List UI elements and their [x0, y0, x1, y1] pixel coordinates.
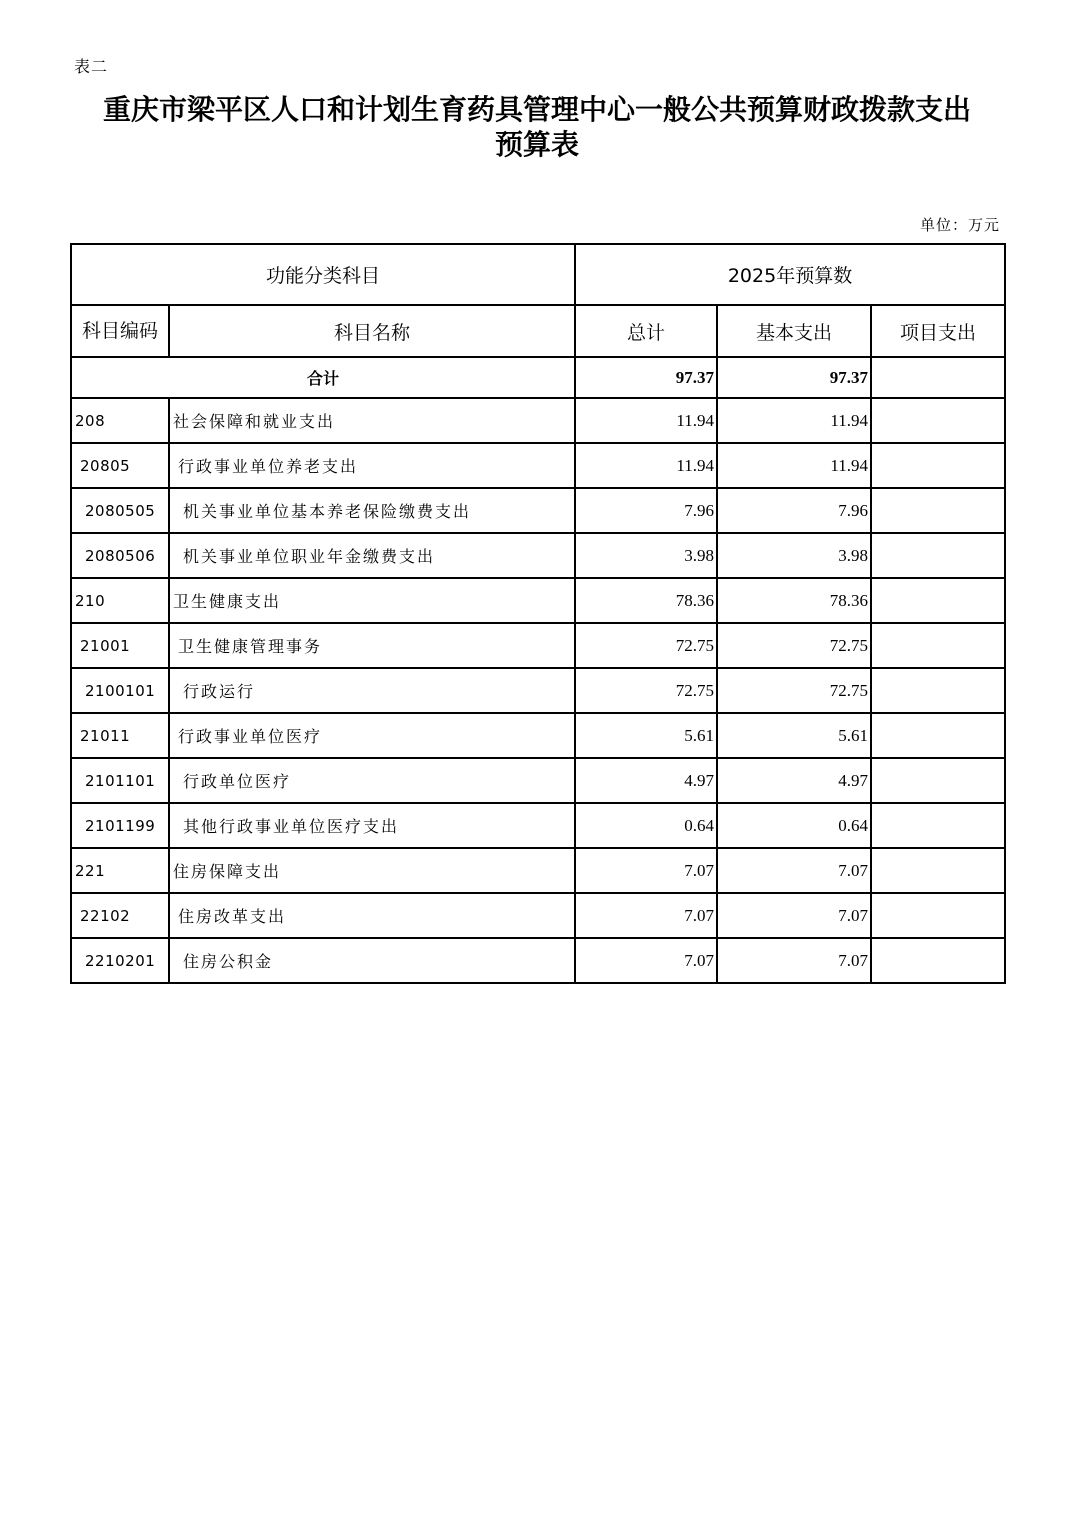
total-amount: 7.07	[575, 848, 717, 893]
basic-amount: 7.07	[717, 893, 871, 938]
subject-code: 21011	[71, 713, 169, 758]
table-row	[71, 398, 1005, 443]
subject-name: 其他行政事业单位医疗支出	[169, 803, 575, 848]
project-amount	[871, 443, 1005, 488]
basic-amount: 72.75	[717, 623, 871, 668]
basic-amount: 3.98	[717, 533, 871, 578]
subject-code: 221	[71, 848, 169, 893]
subject-name: 行政单位医疗	[169, 758, 575, 803]
subject-name: 卫生健康管理事务	[169, 623, 575, 668]
total-header: 总计	[575, 305, 717, 357]
project-expenditure-header: 项目支出	[871, 305, 1005, 357]
table-row	[71, 803, 1005, 848]
basic-amount: 7.07	[717, 938, 871, 983]
basic-amount: 0.64	[717, 803, 871, 848]
subject-code: 2101101	[71, 758, 169, 803]
subject-name: 行政运行	[169, 668, 575, 713]
subject-code: 21001	[71, 623, 169, 668]
unit-label: 单位：万元	[919, 216, 1000, 234]
table-row	[71, 578, 1005, 623]
project-amount	[871, 713, 1005, 758]
basic-amount: 4.97	[717, 758, 871, 803]
subject-code: 208	[71, 398, 169, 443]
basic-amount: 11.94	[717, 443, 871, 488]
project-amount	[871, 758, 1005, 803]
total-amount: 72.75	[575, 668, 717, 713]
table-row	[71, 848, 1005, 893]
table-row	[71, 488, 1005, 533]
total-amount: 4.97	[575, 758, 717, 803]
subject-name: 卫生健康支出	[169, 578, 575, 623]
table-row	[71, 443, 1005, 488]
budget-year-header: 2025年预算数	[575, 244, 1005, 305]
total-amount: 7.07	[575, 893, 717, 938]
document-title	[0, 92, 1074, 162]
project-amount	[871, 398, 1005, 443]
function-category-header: 功能分类科目	[71, 244, 575, 305]
subject-name: 机关事业单位基本养老保险缴费支出	[169, 488, 575, 533]
subject-code: 2080505	[71, 488, 169, 533]
total-amount: 72.75	[575, 623, 717, 668]
project-amount	[871, 488, 1005, 533]
title-line-1: 重庆市梁平区人口和计划生育药具管理中心一般公共预算财政拨款支出	[102, 93, 971, 126]
total-amount: 11.94	[575, 398, 717, 443]
subject-code: 2210201	[71, 938, 169, 983]
table-row	[71, 533, 1005, 578]
subject-code: 2100101	[71, 668, 169, 713]
total-label: 合计	[71, 357, 575, 398]
basic-amount: 7.07	[717, 848, 871, 893]
basic-amount: 78.36	[717, 578, 871, 623]
basic-amount: 7.96	[717, 488, 871, 533]
subject-code: 210	[71, 578, 169, 623]
basic-amount: 11.94	[717, 398, 871, 443]
total-project-amount	[871, 357, 1005, 398]
table-row	[71, 893, 1005, 938]
project-amount	[871, 938, 1005, 983]
basic-amount: 72.75	[717, 668, 871, 713]
budget-table	[70, 243, 1006, 984]
total-basic-amount: 97.37	[717, 357, 871, 398]
subject-name-header: 科目名称	[169, 305, 575, 357]
subject-name: 行政事业单位养老支出	[169, 443, 575, 488]
project-amount	[871, 893, 1005, 938]
subject-code: 2080506	[71, 533, 169, 578]
table-label: 表二	[74, 57, 109, 76]
header-row-group	[71, 244, 1005, 305]
project-amount	[871, 803, 1005, 848]
table-row	[71, 938, 1005, 983]
subject-name: 社会保障和就业支出	[169, 398, 575, 443]
table-row	[71, 758, 1005, 803]
total-amount: 3.98	[575, 533, 717, 578]
table-row	[71, 713, 1005, 758]
subject-code: 20805	[71, 443, 169, 488]
total-amount: 7.07	[575, 938, 717, 983]
basic-amount: 5.61	[717, 713, 871, 758]
basic-expenditure-header: 基本支出	[717, 305, 871, 357]
total-amount: 11.94	[575, 443, 717, 488]
total-amount: 97.37	[575, 357, 717, 398]
total-row	[71, 357, 1005, 398]
header-row-columns	[71, 305, 1005, 357]
total-amount: 78.36	[575, 578, 717, 623]
subject-code-header: 科目编码	[71, 305, 169, 357]
total-amount: 7.96	[575, 488, 717, 533]
total-amount: 5.61	[575, 713, 717, 758]
subject-name: 住房改革支出	[169, 893, 575, 938]
table-row	[71, 623, 1005, 668]
subject-name: 住房公积金	[169, 938, 575, 983]
title-line-2: 预算表	[494, 128, 579, 161]
subject-code: 22102	[71, 893, 169, 938]
subject-name: 行政事业单位医疗	[169, 713, 575, 758]
subject-name: 住房保障支出	[169, 848, 575, 893]
total-amount: 0.64	[575, 803, 717, 848]
project-amount	[871, 848, 1005, 893]
project-amount	[871, 533, 1005, 578]
project-amount	[871, 668, 1005, 713]
project-amount	[871, 578, 1005, 623]
subject-name: 机关事业单位职业年金缴费支出	[169, 533, 575, 578]
table-row	[71, 668, 1005, 713]
project-amount	[871, 623, 1005, 668]
subject-code: 2101199	[71, 803, 169, 848]
